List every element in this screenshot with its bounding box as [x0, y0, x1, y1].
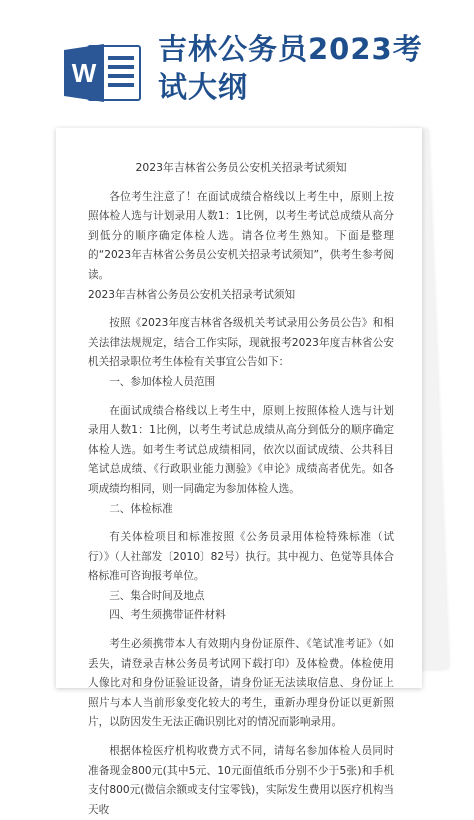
word-icon-letter: W: [71, 58, 97, 88]
section-heading: 四、考生须携带证件材料: [109, 609, 226, 622]
repeated-title: 2023年吉林省公务员公安机关招录考试须知: [88, 288, 296, 301]
section-heading: 三、集合时间及地点: [109, 589, 205, 602]
paragraph: 按照《2023年度吉林省各级机关考试录用公务员公告》和相关法律法规规定，结合工作实际，现就报考2023年度吉林省公安机关招录职位考生体检有关事宜公告如下：: [88, 317, 394, 369]
paragraph: 根据体检医疗机构收费方式不同，请每名参加体检人员同时准备现金800元(其中5元、10元面值纸币分别不少于5张)和手机支付800元(微信余额或支付宝零钱)，实际发生费用以医疗机构当天收: [88, 745, 394, 816]
paragraph: 有关体检项目和标准按照《公务员录用体检特殊标准（试行）》（人社部发〔2010〕82号）执行。其中视力、色觉等具体合格标准可咨询报考单位。: [88, 531, 394, 583]
banner: [0, 0, 474, 130]
intro-paragraph: 各位考生注意了！在面试成绩合格线以上考生中，原则上按照体检人选与计划录用人数1：1比例，以考生考试总成绩从高分到低分的顺序确定体检人选。请各位考生熟知。下面是整理的“2023年吉林省公务员公安机关招录考试须知”，供考生参考阅读。: [88, 190, 394, 281]
section-heading: 二、体检标准: [109, 502, 173, 515]
paragraph: 考生必须携带本人有效期内身份证原件、《笔试准考证》（如丢失，请登录吉林公务员考试网下载打印）及体检费。体检使用人像比对和身份证验证设备，请身份证无法读取信息、身份证上照片与本人当前形象变化较大的考生，重新办理身份证以更新照片，以防因发生无法正确识别比对的情况而影响录用。: [88, 638, 394, 729]
document-title: 2023年吉林省公务员公安机关招录考试须知: [135, 161, 347, 174]
banner-title: 吉林公务员2023考试大纲: [158, 32, 423, 104]
document-body: [88, 158, 394, 820]
section-heading: 一、参加体检人员范围: [109, 375, 216, 388]
word-document-icon: [64, 42, 142, 104]
paragraph: 在面试成绩合格线以上考生中，原则上按照体检人选与计划录用人数1：1比例，以考生考试总成绩从高分到低分的顺序确定体检人选。如考生考试总成绩相同，依次以面试成绩、公共科目笔试总成绩、《行政职业能力测验》《申论》成绩高者优先。如各项成绩均相同，则一同确定为参加体检人选。: [88, 404, 394, 495]
document-page: [56, 128, 422, 816]
